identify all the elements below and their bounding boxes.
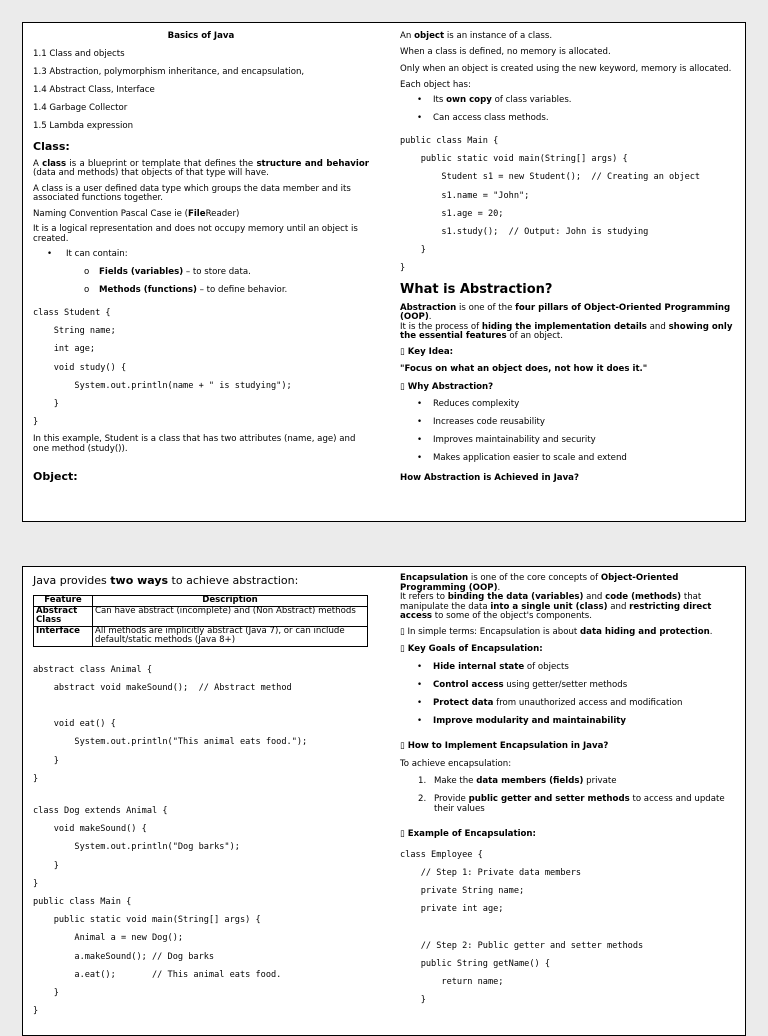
animal-code-block: abstract class Animal { abstract void makeSound(); // Abstract method void eat() { System.out.println("This animal eats food."); } } — [33, 664, 308, 784]
list-item: • Its own copy of class variables. — [417, 95, 572, 105]
logical-representation: It is a logical representation and does not occupy memory until an object is created. — [33, 224, 358, 244]
why-list — [417, 400, 736, 464]
class-definition: A class is a blueprint or template that defines the structure and behavior (data and methods) that objects of that type will have. — [33, 158, 369, 178]
toc-item: 1.4 Garbage Collector — [33, 102, 128, 113]
list-item: • Reduces complexity — [417, 399, 520, 410]
object-definition: An object is an instance of a class. — [400, 31, 553, 41]
student-code-block: class Student { String name; int age; void study() { System.out.println(name + " is studying"); } } — [33, 308, 292, 428]
how-abstraction-heading: How Abstraction is Achieved in Java? — [400, 472, 579, 483]
missing-glyph-icon: ▯ — [400, 626, 405, 637]
naming-convention: Naming Convention Pascal Case ie (FileReader) — [33, 208, 240, 219]
list-item: 1. Make the data members (fields) private — [418, 776, 617, 786]
class-heading: Class: — [33, 139, 70, 153]
key-goals-heading: ▯ Key Goals of Encapsulation: — [400, 644, 543, 654]
missing-glyph-icon: ▯ — [400, 381, 405, 392]
employee-code-block: class Employee { // Step 1: Private data members private String name; private int age; // Step 2: Public getter and setter methods public String getName() { return name; } — [400, 849, 644, 1006]
toc-item: 1.3 Abstraction, polymorphism inheritance, and encapsulation, — [33, 66, 305, 77]
goals-list — [417, 663, 736, 727]
contain-sublist — [84, 268, 369, 296]
list-item: • Increases code reusability — [417, 417, 545, 428]
list-item: 2. Provide public getter and setter methods to access and update their values — [418, 794, 725, 814]
page2-right-column — [400, 567, 736, 1013]
contain-list — [47, 250, 369, 260]
abstraction-heading: What is Abstraction? — [400, 281, 553, 297]
example-text: In this example, Student is a class that has two attributes (name, age) and one method (study()). — [33, 434, 356, 454]
list-item: • It can contain: — [47, 249, 128, 259]
object-heading: Object: — [33, 470, 78, 484]
two-ways-text: Java provides two ways to achieve abstraction: — [33, 574, 299, 587]
abstraction-table — [33, 595, 368, 647]
list-item: • Improve modularity and maintainability — [417, 715, 626, 726]
missing-glyph-icon: ▯ — [400, 644, 405, 654]
dog-code-block: class Dog extends Animal { void makeSound() { System.out.println("Dog barks"); } } public class Main { public static void main(String[] args) { Animal a = new Dog(); a.makeSound(); // Dog barks a.eat(); // This animal eats food. } } — [33, 805, 282, 1017]
page1-left-column — [33, 23, 369, 490]
toc-item: 1.5 Lambda expression — [33, 120, 134, 131]
only-when-text: Only when an object is created using the new keyword, memory is allocated. — [400, 64, 732, 74]
list-item: • Can access class methods. — [417, 113, 549, 123]
table-cell: Can have abstract (incomplete) and (Non Abstract) methods — [93, 606, 368, 626]
table-row — [34, 606, 368, 626]
missing-glyph-icon: ▯ — [400, 741, 405, 751]
table-header-row — [34, 596, 368, 607]
main-code-block: public class Main { public static void main(String[] args) { Student s1 = new Student(); // Creating an object s1.name = "John"; s1.age = 20; s1.study(); // Output: John is studying } } — [400, 136, 701, 274]
document-page-2 — [22, 566, 746, 1036]
table-header: Feature — [34, 596, 93, 607]
list-item: • Makes application easier to scale and extend — [417, 453, 627, 464]
list-item: o Fields (variables) – to store data. — [84, 267, 251, 277]
no-memory-text: When a class is defined, no memory is allocated. — [400, 46, 611, 57]
list-item: o Methods (functions) – to define behavior. — [84, 285, 288, 295]
missing-glyph-icon: ▯ — [400, 346, 405, 357]
why-abstraction-heading: ▯ Why Abstraction? — [400, 381, 494, 392]
key-idea-quote: "Focus on what an object does, not how it does it." — [400, 364, 648, 375]
each-object-text: Each object has: — [400, 79, 471, 90]
table-cell: Interface — [34, 626, 93, 646]
list-item: • Control access using getter/setter methods — [417, 679, 628, 690]
missing-glyph-icon: ▯ — [400, 829, 405, 839]
object-has-list — [417, 96, 736, 124]
key-idea-heading: ▯ Key Idea: — [400, 346, 454, 357]
class-udt-text: A class is a user defined data type which groups the data member and its associated functions together. — [33, 183, 351, 203]
page1-right-column — [400, 23, 736, 489]
abstraction-definition: Abstraction is one of the four pillars of Object-Oriented Programming (OOP). It is the process of hiding the implementation details and showing only the essential features of an object. — [400, 302, 733, 342]
steps-list — [418, 777, 736, 814]
document-page-1 — [22, 22, 746, 522]
simple-terms-text: ▯ In simple terms: Encapsulation is about data hiding and protection. — [400, 626, 713, 637]
how-encapsulation-heading: ▯ How to Implement Encapsulation in Java? — [400, 741, 609, 751]
table-header: Description — [93, 596, 368, 607]
table-cell: Abstract Class — [34, 606, 93, 626]
to-achieve-text: To achieve encapsulation: — [400, 758, 512, 769]
list-item: • Hide internal state of objects — [417, 661, 569, 672]
encapsulation-definition: Encapsulation is one of the core concepts of Object-Oriented Programming (OOP). It refers to binding the data (variables) and code (methods) that manipulate the data into a single unit (class) and restricting direct access to some of the object's components. — [400, 573, 712, 621]
table-row — [34, 626, 368, 646]
table-cell: All methods are implicitly abstract (Java 7), or can include default/static methods (Java 8+) — [93, 626, 368, 646]
spacer — [33, 792, 369, 802]
list-item: • Protect data from unauthorized access and modification — [417, 697, 683, 708]
toc-item: 1.4 Abstract Class, Interface — [33, 84, 155, 95]
example-encapsulation-heading: ▯ Example of Encapsulation: — [400, 829, 536, 839]
doc-title: Basics of Java — [167, 31, 235, 41]
toc-item: 1.1 Class and objects — [33, 48, 125, 59]
list-item: • Improves maintainability and security — [417, 435, 596, 446]
page2-left-column — [33, 567, 369, 1024]
